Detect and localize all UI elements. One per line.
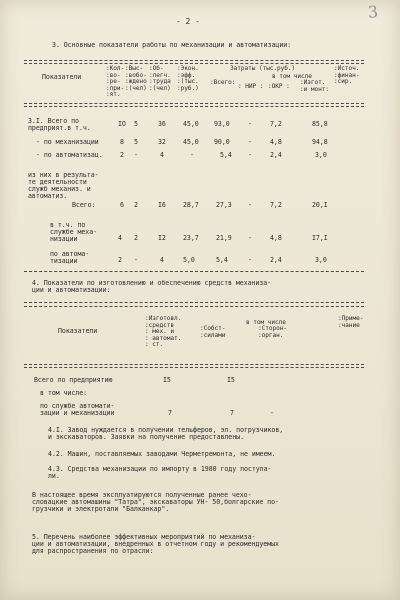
cell-nir: - (248, 120, 252, 128)
cell-manuf: 85,8 (312, 120, 328, 128)
cell-nir: - (248, 201, 252, 209)
cell-enterprises: 2 (118, 256, 122, 264)
table2-header-note: :Приме- :чание (338, 315, 364, 329)
table1-header-enterprises: :Кол- :во- :ре- :при- :ят. (106, 65, 125, 99)
row-label: в том числе: (40, 389, 88, 397)
row-label: 3.I. Всего по предприят.в т.ч. (28, 117, 91, 132)
table2-header-made: :Изготовл. :средств : мех. и : автомат. : ст. (145, 315, 182, 349)
cell-total: 21,9 (216, 234, 232, 242)
cell-okr: 2,4 (270, 256, 282, 264)
table1-rule-header (24, 103, 364, 104)
cell-eased: I6 (158, 201, 166, 209)
table2-rule-top2 (24, 306, 364, 307)
table1-header-okr: :ОКР : (268, 83, 290, 90)
row-label: Всего по предприятию (34, 376, 113, 384)
row-label: по службе автомати- зации и механизации (40, 402, 115, 417)
cell-econ: 45,0 (183, 120, 199, 128)
cell-released: 5 (134, 120, 138, 128)
table1-header-nir: : НИР : (238, 83, 264, 90)
cell-econ: 23,7 (183, 234, 199, 242)
table1-rule-top (24, 60, 364, 61)
table1-header-incl: в том числе (272, 73, 312, 80)
section4-title: 4. Показатели по изготовлению и обеспечению средств механиза- ции и автоматизации: (32, 279, 272, 294)
cell-nir: - (248, 151, 252, 159)
cell-okr: 7,2 (270, 201, 282, 209)
cell-manuf: 3,0 (315, 151, 327, 159)
cell-manuf: 3,0 (315, 256, 327, 264)
cell-released: 2 (134, 234, 138, 242)
table2-header-own: :Собст- :силами (200, 325, 226, 339)
cell-own: 7 (230, 409, 234, 417)
table1-header-released: :Выс- :вобо- :ждено :(чел) (125, 65, 147, 92)
cell-okr: 2,4 (270, 151, 282, 159)
cell-nir: - (248, 256, 252, 264)
cell-eased: 32 (158, 138, 166, 146)
cell-eased: I2 (158, 234, 166, 242)
table2-rule-top (24, 302, 364, 303)
paragraph-5: 5. Перечень наиболее эффективных мероприятий по механиза- ции и автоматизации, внедренных в отчетном году и рекомендуемых для распространения по отрасли: (32, 533, 279, 555)
table2-rule-header (24, 364, 364, 365)
cell-enterprises: 4 (118, 234, 122, 242)
table2-header-other: :Сторон- :орган. (258, 325, 287, 339)
table1-rule-top2 (24, 63, 364, 64)
page-number: - 2 - (176, 17, 200, 26)
paragraph-4-3: 4.3. Средства механизации по импорту в 1980 году поступа- ли. (48, 465, 272, 480)
cell-made: I5 (163, 376, 171, 384)
row-label: - по механизации (36, 138, 99, 146)
cell-enterprises: IO (118, 120, 126, 128)
cell-nir: - (248, 234, 252, 242)
cell-released: - (134, 151, 138, 159)
table1-header-source: :Источ. :финан- :сир. (334, 65, 360, 86)
cell-nir: - (248, 138, 252, 146)
cell-eased: 4 (160, 256, 164, 264)
cell-total: 5,4 (220, 151, 232, 159)
cell-total: 93,0 (214, 120, 230, 128)
row-label: - по автоматизац. (36, 151, 103, 159)
table2-rule-header2 (24, 367, 364, 368)
handwritten-page-mark: 3 (367, 2, 379, 22)
cell-okr: 7,2 (270, 120, 282, 128)
cell-total: 27,3 (216, 201, 232, 209)
table1-header-manuf: :Изгот. :и монт: (300, 79, 329, 93)
cell-okr: 4,8 (270, 138, 282, 146)
cell-econ: 5,0 (183, 256, 195, 264)
cell-made: 7 (168, 409, 172, 417)
table2-header-incl: в том числе (246, 319, 286, 326)
cell-total: 90,0 (214, 138, 230, 146)
cell-econ: 28,7 (183, 201, 199, 209)
cell-manuf: 94,8 (312, 138, 328, 146)
cell-total: 5,4 (216, 256, 228, 264)
cell-enterprises: 8 (120, 138, 124, 146)
table2-header-indicators: Показатели (58, 327, 98, 335)
cell-manuf: 20,I (312, 201, 328, 209)
cell-econ: - (190, 151, 194, 159)
paragraph-4-2: 4.2. Машин, поставляемых заводами Черметремонта, не имеем. (48, 450, 276, 458)
cell-eased: 36 (158, 120, 166, 128)
table1-header-indicators: Показатели (42, 73, 82, 81)
table1-rule-header2 (24, 106, 364, 107)
paragraph-equipment: В настоящее время эксплуатируются полученные ранее чехо- словацкие автомашины "Татра", экскаваторы УН- 50,болгарские по- грузчики и электротали "Балканкар". (32, 491, 279, 513)
cell-eased: 4 (160, 151, 164, 159)
cell-manuf: I7,I (312, 234, 328, 242)
row-label: Всего: (72, 201, 96, 209)
row-label: в т.ч. по службе меха- низации (50, 221, 98, 243)
cell-econ: 45,0 (183, 138, 199, 146)
paragraph-4-1: 4.I. Завод нуждается в получении тельферов, эл. погрузчиков, и экскаваторов. Заявки на получение предоставлены. (48, 426, 284, 441)
cell-enterprises: 2 (120, 151, 124, 159)
table1-header-eased: :Об- :легч. :труда :(чел) (149, 65, 171, 92)
cell-released: 5 (134, 138, 138, 146)
table1-header-econ-effect: :Экон. :эфф. :(тыс. :руб.) (177, 65, 199, 92)
table1-header-costs: Затраты (тыс.руб.) (230, 65, 296, 72)
cell-released: 2 (134, 201, 138, 209)
cell-okr: 4,8 (270, 234, 282, 242)
row-label: из них в результа- те деятельности служб механиз. и автоматиз. (28, 171, 99, 200)
cell-own: I5 (227, 376, 235, 384)
cell-other: - (270, 409, 274, 417)
row-label: по автома- тизации (50, 250, 90, 265)
section3-title: 3. Основные показатели работы по механизации и автоматизации: (52, 41, 292, 49)
cell-enterprises: 6 (120, 201, 124, 209)
cell-released: - (134, 256, 138, 264)
table1-header-total: :Всего: (210, 79, 236, 86)
table1-rule-bottom (24, 271, 364, 272)
